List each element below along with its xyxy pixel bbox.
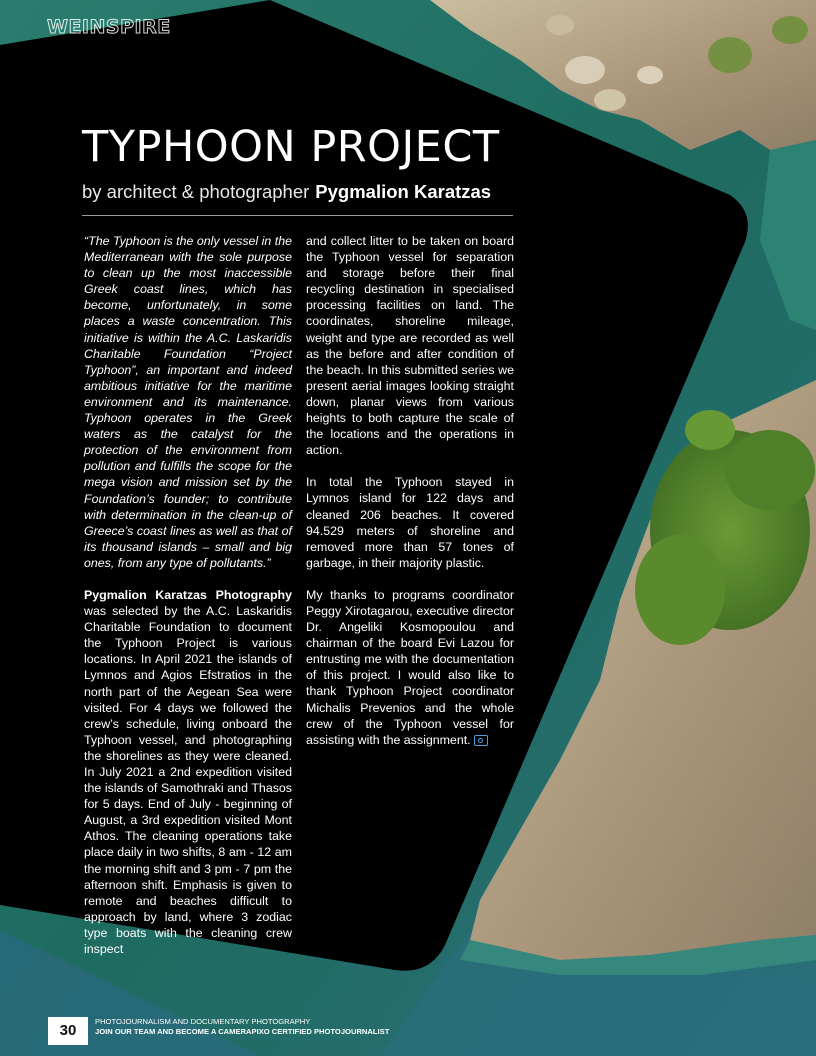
intro-paragraph bbox=[84, 587, 292, 957]
byline-author: Pygmalion Karatzas bbox=[315, 181, 492, 202]
magazine-section-logo: WEINSPIRE bbox=[47, 16, 171, 38]
footer-section-label: PHOTOJOURNALISM AND DOCUMENTARY PHOTOGRAPHY bbox=[95, 1017, 311, 1026]
article-column-left bbox=[84, 233, 292, 957]
article-title: TYPHOON PROJECT bbox=[82, 122, 500, 172]
byline-prefix: by architect & photographer bbox=[82, 181, 310, 202]
paragraph-totals: In total the Typhoon stayed in Lymnos island for 122 days and cleaned 206 beaches. It covered 94.529 meters of shoreline and removed more than 57 tones of garbage, in their majority plastic. bbox=[306, 475, 514, 570]
page-footer bbox=[95, 1017, 389, 1037]
thanks-text: My thanks to programs coordinator Peggy Xirotagarou, executive director Dr. Angeliki Kosmopoulou and chairman of the board Evi Lazou for entrusting me with the documentation of this project. I would also like to thank Typhoon Project coordinator Michalis Prevenios and the whole crew of the Typhoon vessel for assisting with the assignment. bbox=[306, 587, 514, 747]
byline bbox=[82, 183, 491, 202]
camera-icon bbox=[474, 735, 488, 746]
footer-promo: JOIN OUR TEAM AND BECOME A CAMERAPIXO CERTIFIED PHOTOJOURNALIST bbox=[95, 1027, 390, 1036]
foundation-quote: “The Typhoon is the only vessel in the Mediterranean with the sole purpose to clean up the most inaccessible Greek coast lines, which has become, unfortunately, in some places a waste concentration. This initiative is within the A.C. Laskaridis Charitable Foundation “Project Typhoon”, an important and indeed ambitious initiative for the maritime environment and its maintenance. Typhoon operates in the Greek waters as the catalyst for the protection of the environment from pollution and fulfills the scope for the mega vision and mission set by the Foundation’s founder; to contribute with determination in the clean-up of Greece’s coast lines as well as that of its thousand islands – small and big ones, from any type of pollutants.” bbox=[84, 234, 292, 570]
article-column-right bbox=[306, 233, 514, 748]
intro-lead-bold: Pygmalion Karatzas Photography bbox=[84, 587, 292, 602]
intro-body: was selected by the A.C. Laskaridis Charitable Foundation to document the Typhoon Project is various locations. In April 2021 the islands of Lymnos and Agios Efstratios in the north part of the Aegean Sea were visited. For 4 days we followed the crew’s schedule, living onboard the Typhoon vessel, and photographing the shorelines as they were cleaned. In July 2021 a 2nd expedition visited the islands of Samothraki and Thasos for 5 days. End of July - beginning of August, a 3rd expedition visited Mont Athos. The cleaning operations take place daily in two shifts, 8 am - 12 am the morning shift and 3 pm - 7 pm the afternoon shift. Emphasis is given to remote and beaches difficult to approach by land, where 3 zodiac type boats with the cleaning crew inspect bbox=[84, 604, 292, 957]
page-number: 30 bbox=[48, 1017, 88, 1045]
paragraph-operations: and collect litter to be taken on board the Typhoon vessel for separation and storage before their final recycling destination in specialised processing facilities on land. The coordinates, shoreline mileage, weight and type are recorded as well as the before and after condition of the beach. In this submitted series we present aerial images looking straight down, planar views from various heights to both capture the scale of the locations and the operations in action. bbox=[306, 234, 514, 458]
title-divider bbox=[82, 215, 513, 216]
paragraph-thanks bbox=[306, 587, 514, 748]
